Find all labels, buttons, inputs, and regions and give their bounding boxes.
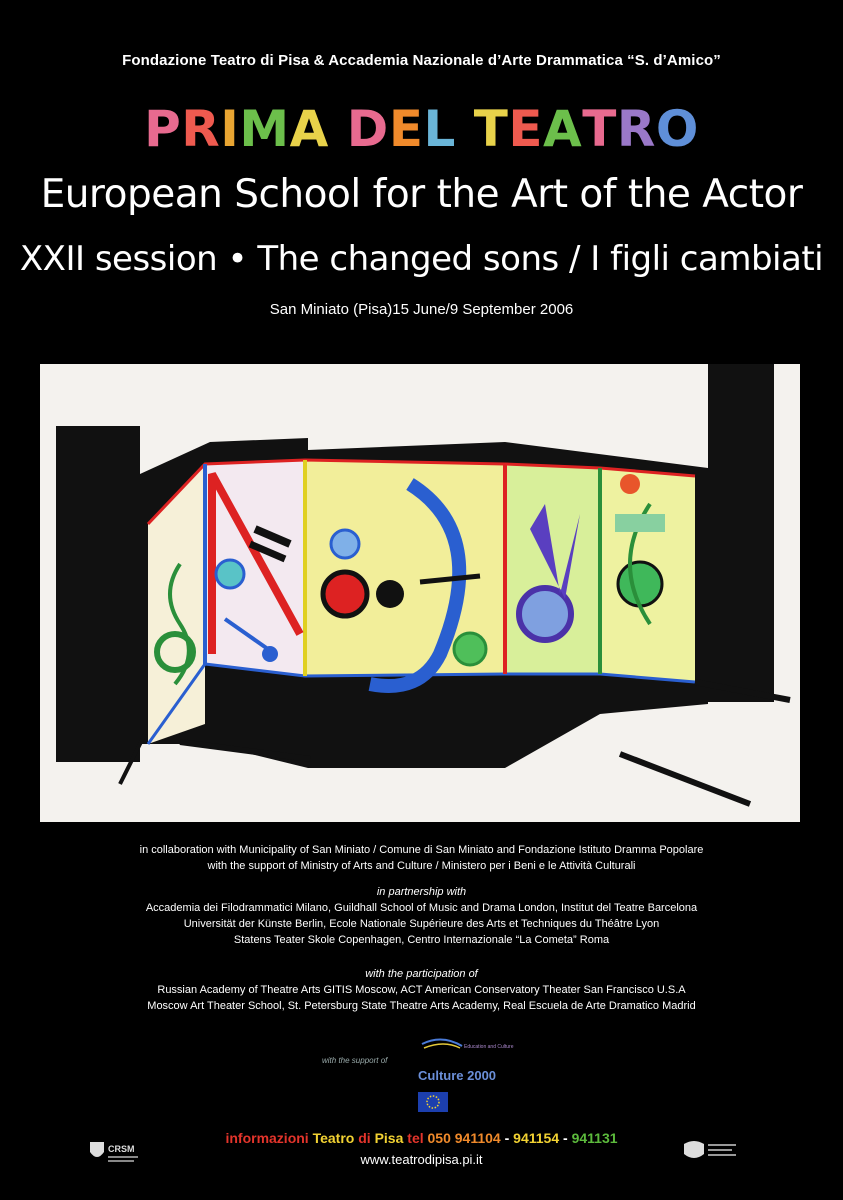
culture-2000-label: Culture 2000 — [418, 1068, 497, 1083]
contact-di-word: di — [358, 1130, 371, 1146]
phone-3[interactable]: 941131 — [571, 1130, 618, 1146]
eu-flag-icon — [418, 1092, 448, 1112]
fondazione-logo — [680, 1138, 740, 1166]
phone-1[interactable]: 050 941104 — [427, 1130, 501, 1146]
participants-line-2: Moscow Art Theater School, St. Petersburg State Theatre Arts Academy, Real Escuela de Arte Dramatico Madrid — [147, 1000, 696, 1012]
participation-block — [0, 966, 843, 1014]
title-letter: L — [423, 100, 456, 158]
eu-small-text: Education and Culture — [464, 1044, 514, 1050]
title-letter: O — [655, 100, 699, 158]
organizers-line: Fondazione Teatro di Pisa & Accademia Nazionale d’Arte Drammatica “S. d’Amico” — [122, 52, 721, 69]
title-letter: E — [508, 100, 544, 158]
partners-line-1: Accademia dei Filodrammatici Milano, Guildhall School of Music and Drama London, Institut del Teatre Barcelona — [145, 902, 698, 914]
title-letter: T — [473, 100, 509, 158]
partnership-label: in partnership with — [376, 886, 467, 898]
crsm-logo-text: CRSM — [108, 1144, 135, 1154]
phone-2[interactable]: 941154 — [513, 1130, 560, 1146]
session-line: XXII session • The changed sons / I figli cambiati — [19, 239, 824, 279]
title-letter — [329, 100, 347, 158]
contact-pisa-word: Pisa — [374, 1130, 404, 1146]
website-link[interactable]: www.teatrodipisa.pi.it — [360, 1152, 483, 1167]
partners-line-2: Universität der Künste Berlin, Ecole Nationale Supérieure des Arts et Techniques du Théâtre Lyon — [183, 918, 660, 930]
poster-title — [0, 100, 843, 158]
title-letter: D — [346, 100, 389, 158]
phone-separator-2: - — [559, 1130, 572, 1146]
title-letter: M — [239, 100, 290, 158]
support-label: with the support of — [322, 1056, 388, 1065]
contact-info-word: informazioni — [225, 1130, 309, 1146]
participants-line-1: Russian Academy of Theatre Arts GITIS Moscow, ACT American Conservatory Theater San Francisco U.S.A — [157, 984, 686, 996]
collaboration-line-1: in collaboration with Municipality of San Miniato / Comune di San Miniato and Fondazione Istituto Dramma Popolare — [139, 844, 704, 856]
eu-education-culture-logo — [418, 1034, 514, 1094]
contact-tel-word: tel — [407, 1130, 424, 1146]
poster-subtitle: European School for the Art of the Actor — [40, 172, 803, 217]
title-letter: R — [181, 100, 221, 158]
participation-label: with the participation of — [365, 968, 478, 980]
stage-painting — [40, 364, 800, 822]
title-letter: A — [543, 100, 583, 158]
title-letter — [456, 100, 474, 158]
title-letter: A — [289, 100, 329, 158]
dates-line: San Miniato (Pisa)15 June/9 September 2006 — [269, 301, 574, 318]
contact-teatro-word: Teatro — [312, 1130, 355, 1146]
title-letter: P — [144, 100, 182, 158]
collaboration-block — [0, 842, 843, 874]
collaboration-line-2: with the support of Ministry of Arts and Culture / Ministero per i Beni e le Attività Culturali — [207, 860, 636, 872]
title-letter: R — [616, 100, 656, 158]
partnership-block — [0, 884, 843, 948]
title-letter: I — [220, 100, 240, 158]
partners-line-3: Statens Teater Skole Copenhagen, Centro Internazionale “La Cometa” Roma — [233, 934, 610, 946]
phone-separator-1: - — [500, 1130, 514, 1146]
title-letter: E — [388, 100, 424, 158]
title-letter: T — [582, 100, 617, 158]
